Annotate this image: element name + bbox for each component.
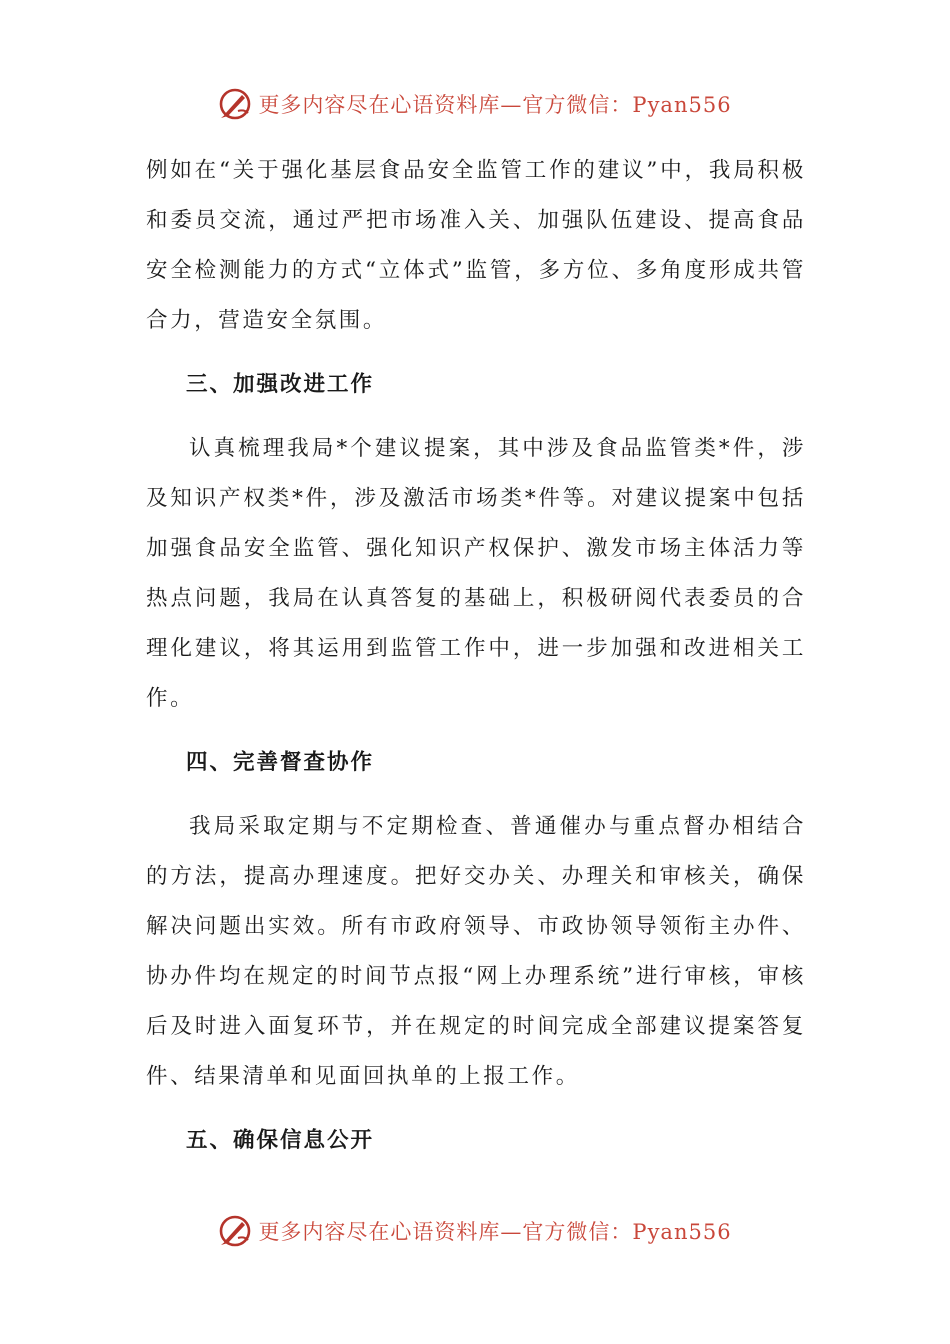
heading-section-3: 三、加强改进工作 xyxy=(186,372,375,397)
watermark-text: 更多内容尽在心语资料库—官方微信：Pyan556 xyxy=(258,93,732,117)
document-body xyxy=(146,146,806,1166)
heading-section-4: 四、完善督查协作 xyxy=(186,750,375,775)
paragraph-section-4: 我局采取定期与不定期检查、普通催办与重点督办相结合的方法，提高办理速度。把好交办关、办理关和审核关，确保解决问题出实效。所有市政府领导、市政协领导领衔主办件、协办件均在规定的时间节点报“网上办理系统”进行审核，审核后及时进入面复环节，并在规定的时间完成全部建议提案答复件、结果清单和见面回执单的上报工作。 xyxy=(146,814,806,1089)
paragraph-1: 例如在“关于强化基层食品安全监管工作的建议”中，我局积极和委员交流，通过严把市场准入关、加强队伍建设、提高食品安全检测能力的方式“立体式”监管，多方位、多角度形成共管合力，营造安全氛围。 xyxy=(146,158,806,333)
paragraph-section-3: 认真梳理我局*个建议提案，其中涉及食品监管类*件，涉及知识产权类*件，涉及激活市场类*件等。对建议提案中包括加强食品安全监管、强化知识产权保护、激发市场主体活力等热点问题，我局在认真答复的基础上，积极研阅代表委员的合理化建议，将其运用到监管工作中，进一步加强和改进相关工作。 xyxy=(146,436,806,711)
pen-circle-logo-icon xyxy=(218,87,252,121)
heading-section-5: 五、确保信息公开 xyxy=(186,1128,375,1153)
footer-watermark xyxy=(0,1211,950,1251)
header-watermark xyxy=(0,84,950,124)
pen-circle-logo-icon xyxy=(218,1214,252,1248)
watermark-text: 更多内容尽在心语资料库—官方微信：Pyan556 xyxy=(258,1220,732,1244)
